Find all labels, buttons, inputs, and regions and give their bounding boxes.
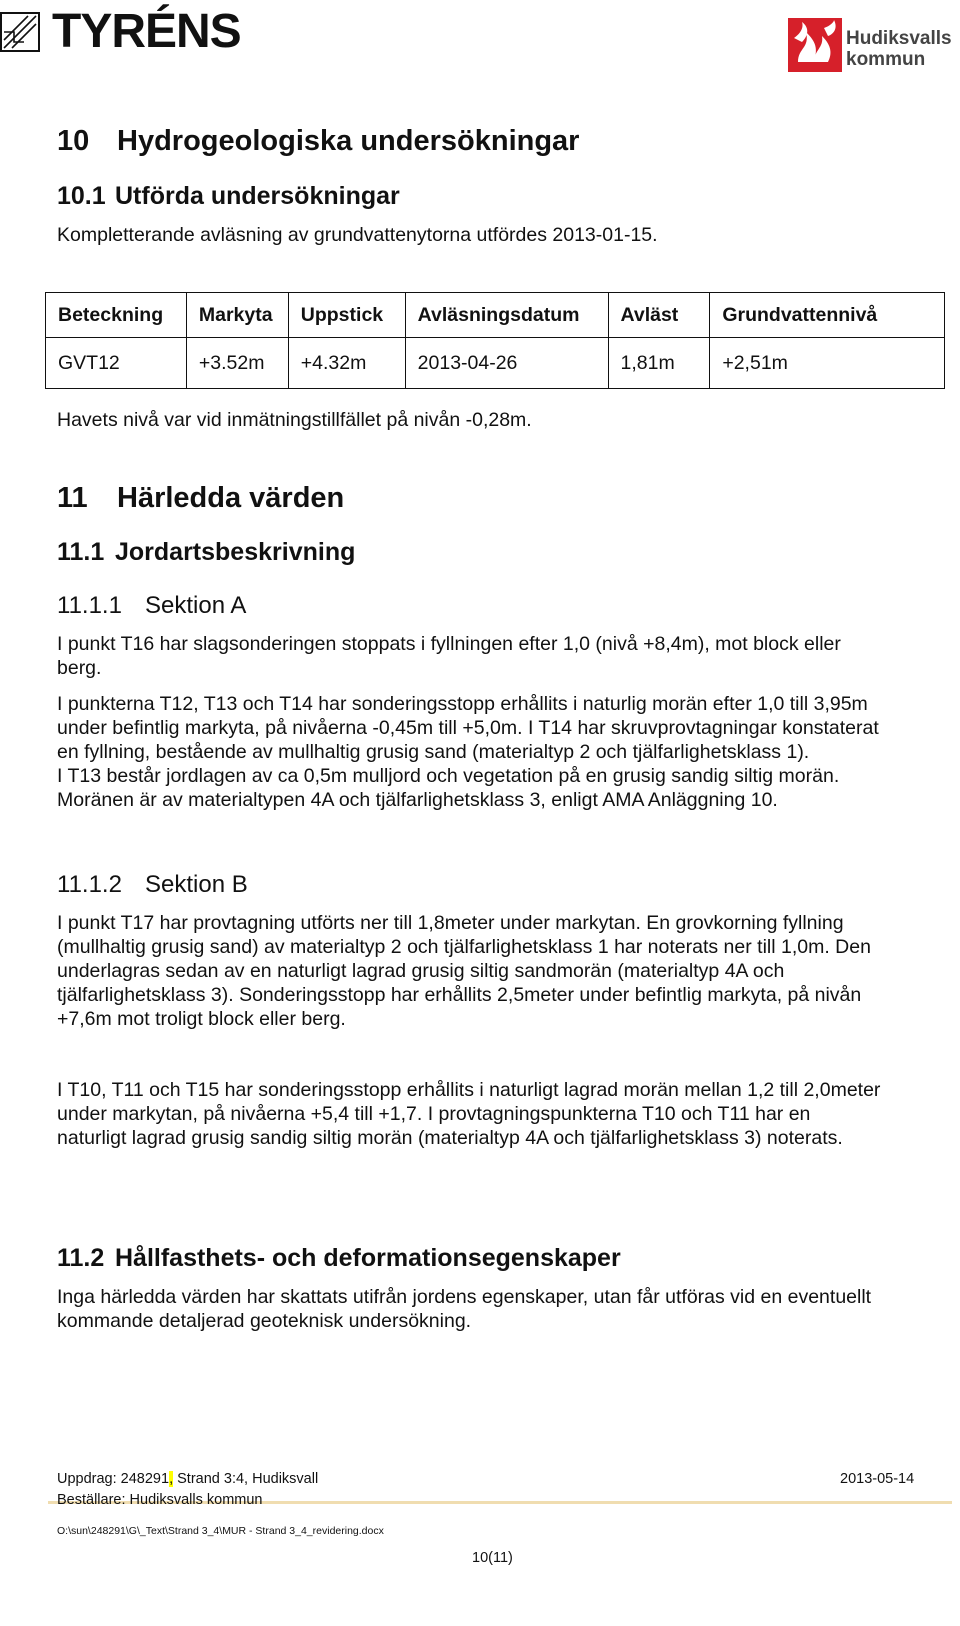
tyrens-logo-text: TYRÉNS [52,5,241,58]
tyrens-logo [0,5,260,58]
heading-number: 10 [57,125,90,157]
text-line: Moränen är av materialtypen 4A och tjälfarlighetsklass 3, enligt AMA Anläggning 10. [57,789,778,811]
table-cell: GVT12 [46,338,187,389]
footer-file-path: O:\sun\248291\G\_Text\Strand 3_4\MUR - Strand 3_4_revidering.docx [57,1525,384,1537]
heading-section-10 [57,124,579,158]
paragraph-sea-level: Havets nivå var vid inmätningstillfället på nivån -0,28m. [57,409,532,431]
hudiksvall-flame-icon [788,18,842,72]
text-line: I T13 består jordlagen av ca 0,5m mulljord och vegetation på en grusig sandig siltig morän. [57,765,840,787]
heading-title: Utförda undersökningar [115,182,400,210]
paragraph-intro: Kompletterande avläsning av grundvattenytorna utfördes 2013-01-15. [57,224,658,246]
footer-uppdrag-suffix: Strand 3:4, Hudiksvall [173,1471,319,1487]
paragraph-sektion-b-1 [57,911,957,1031]
column-header: Grundvattennivå [710,293,945,338]
table-cell: +3.52m [186,338,288,389]
text-line: I punkterna T12, T13 och T14 har sonderingsstopp erhållits i naturlig morän efter 1,0 till 3,95m [57,693,868,715]
footer-highlight: , [169,1471,174,1487]
text-line: kommande detaljerad geoteknisk undersökning. [57,1310,472,1332]
heading-title: Härledda värden [117,482,345,514]
heading-title: Jordartsbeskrivning [115,538,356,566]
heading-section-10-1 [57,181,400,211]
heading-number: 11.1.1 [57,592,122,619]
column-header: Avläsningsdatum [405,293,608,338]
heading-number: 11 [57,482,88,514]
text-line: I T10, T11 och T15 har sonderingsstopp erhållits i naturligt lagrad morän mellan 1,2 till 2,0meter [57,1079,881,1101]
text-line: underlagras sedan av en naturligt lagrad grusig siltig sandmorän (materialtyp 4A och [57,960,785,982]
column-header: Avläst [608,293,710,338]
text-line: +7,6m mot troligt block eller berg. [57,1008,346,1030]
column-header: Markyta [186,293,288,338]
text-line: under markytan, på nivåerna +5,4 till +1,7. I provtagningspunkterna T10 och T11 har en [57,1103,811,1125]
table-cell: +2,51m [710,338,945,389]
heading-section-11-1 [57,537,355,567]
table-row [46,338,945,389]
table-cell: 2013-04-26 [405,338,608,389]
paragraph-sektion-b-2 [57,1078,957,1150]
footer-date: 2013-05-14 [840,1471,915,1487]
heading-title: Sektion B [145,871,248,898]
footer-bestallare: Beställare: Hudiksvalls kommun [57,1492,263,1508]
heading-section-11 [57,481,344,515]
text-line: en fyllning, bestående av mullhaltig grusig sand (materialtyp 2 och tjälfarlighetsklass 1). [57,741,810,763]
groundwater-table [45,292,945,389]
heading-title: Sektion A [145,592,247,619]
heading-title: Hydrogeologiska undersökningar [117,125,580,157]
text-line: I punkt T16 har slagsonderingen stoppats i fyllningen efter 1,0 (nivå +8,4m), mot block eller [57,633,841,655]
heading-section-11-1-1 [57,591,246,621]
column-header: Beteckning [46,293,187,338]
text-line: berg. [57,657,102,679]
hudiksvall-logo-line2: kommun [846,49,926,70]
text-line: Inga härledda värden har skattats utifrån jordens egenskaper, utan får utföras vid en eventuellt [57,1286,872,1308]
column-header: Uppstick [288,293,405,338]
table-cell: +4.32m [288,338,405,389]
hudiksvall-logo [788,18,952,74]
text-line: I punkt T17 har provtagning utförts ner till 1,8meter under markytan. En grovkorning fyllning [57,912,844,934]
footer-uppdrag-prefix: Uppdrag: 248291 [57,1471,170,1487]
paragraph-hallfasthet [57,1285,957,1333]
text-line: tjälfarlighetsklass 3). Sonderingsstopp har erhållits 2,5meter under befintlig markyta, på nivån [57,984,862,1006]
text-line: under befintlig markyta, på nivåerna -0,45m till +5,0m. I T14 har skruvprovtagningar konstaterat [57,717,879,739]
text-line: (mullhaltig grusig sand) av materialtyp 2 och tjälfarlighetsklass 1 har noterats ner till 1,0m. Den [57,936,871,958]
heading-section-11-2 [57,1243,621,1273]
heading-number: 10.1 [57,182,106,210]
footer-page-number: 10(11) [472,1550,513,1566]
heading-section-11-1-2 [57,870,248,900]
heading-title: Hållfasthets- och deformationsegenskaper [115,1244,621,1272]
heading-number: 11.2 [57,1244,105,1272]
table-cell: 1,81m [608,338,710,389]
hudiksvall-logo-line1: Hudiksvalls [846,28,952,49]
heading-number: 11.1 [57,538,105,566]
paragraph-sektion-a-2 [57,692,957,812]
heading-number: 11.1.2 [57,871,122,898]
paragraph-sektion-a-1 [57,632,957,680]
footer-uppdrag [57,1470,318,1488]
table-header-row [46,293,945,338]
tyrens-logo-mark-icon [0,12,40,52]
text-line: naturligt lagrad grusig sandig siltig morän (materialtyp 4A och tjälfarlighetsklass 3) noterats. [57,1127,843,1149]
